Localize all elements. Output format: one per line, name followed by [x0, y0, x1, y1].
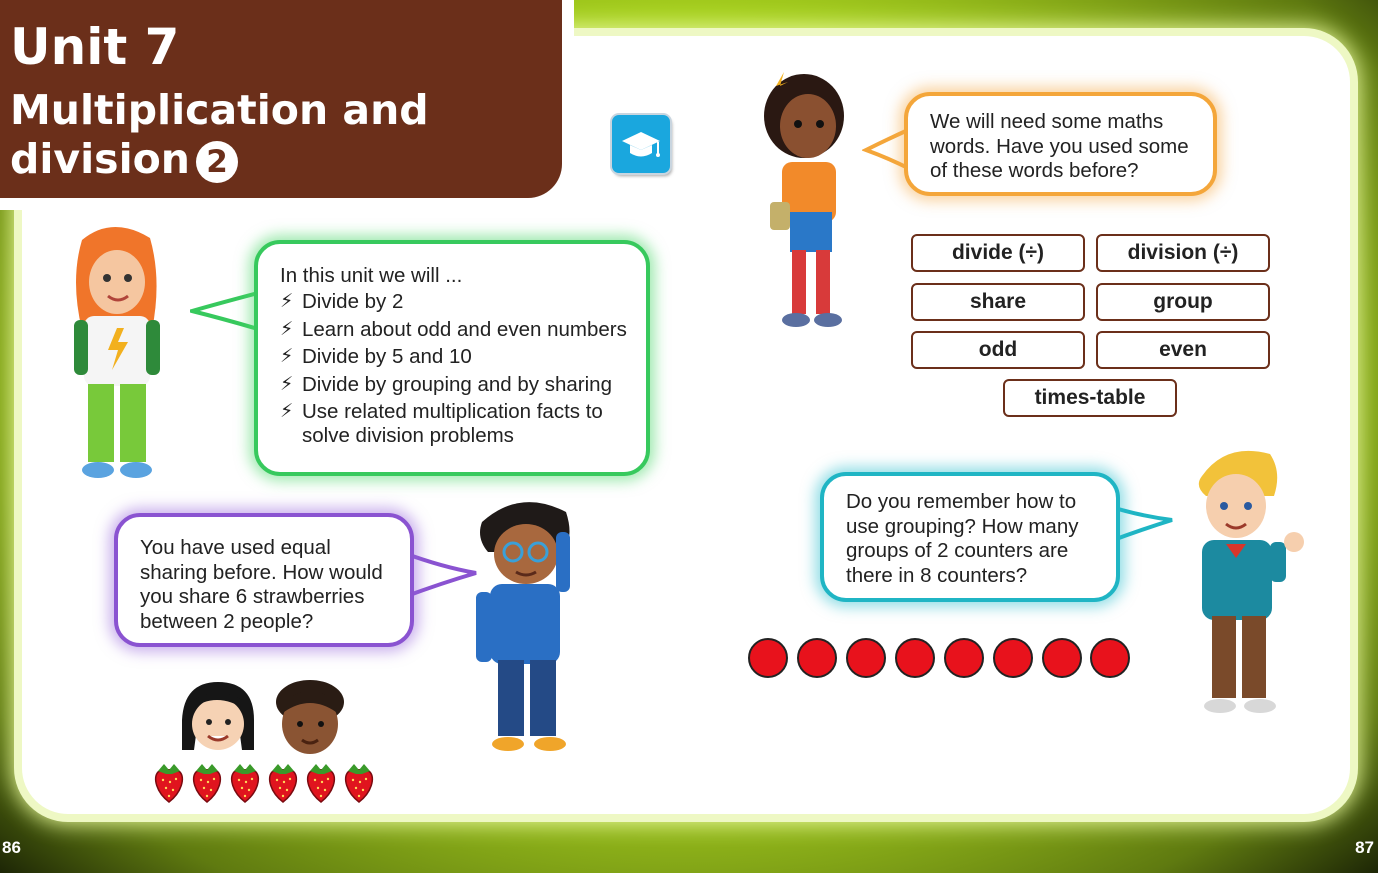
girl-character-braids	[760, 62, 856, 334]
vocab-word-box: group	[1096, 283, 1270, 321]
red-counter	[1090, 638, 1130, 678]
aims-bubble-tail	[190, 285, 262, 345]
strawberry-icon	[342, 762, 376, 804]
aim-text: Divide by grouping and by sharing	[302, 372, 612, 396]
sharing-question-bubble	[114, 513, 414, 647]
strawberry-icon	[152, 762, 186, 804]
graduation-cap-icon	[612, 115, 670, 173]
learn-button[interactable]	[612, 115, 670, 173]
aim-item	[280, 318, 646, 342]
unit-subtitle-line2: division	[10, 135, 190, 183]
aim-text: Divide by 5 and 10	[302, 345, 472, 368]
strawberry-icon	[228, 762, 262, 804]
vocab-word-box: division (÷)	[1096, 234, 1270, 272]
aim-text: Use related multiplication facts to solve division problems	[302, 400, 603, 447]
red-counter	[993, 638, 1033, 678]
lightning-bolt-icon: ⚡︎	[280, 373, 294, 395]
girl-character-red-hair	[62, 220, 172, 490]
aims-intro: In this unit we will ...	[280, 264, 463, 287]
boy-character-blond	[1186, 446, 1314, 720]
aim-item	[280, 345, 646, 369]
unit-subtitle	[10, 86, 429, 184]
red-counter	[846, 638, 886, 678]
lightning-bolt-icon: ⚡︎	[280, 318, 294, 340]
red-counter	[944, 638, 984, 678]
aim-item	[280, 290, 646, 314]
lightning-bolt-icon: ⚡︎	[280, 346, 294, 367]
vocab-word-box: share	[911, 283, 1085, 321]
part-number-badge: 2	[196, 141, 238, 183]
strawberry-icon	[304, 762, 338, 804]
girl-face-black-hair	[176, 680, 260, 756]
strawberry-icon	[266, 762, 300, 804]
grouping-question-text: Do you remember how to use grouping? How many groups of 2 counters are there in 8 counters?	[846, 490, 1079, 587]
unit-title: Unit 7	[10, 18, 180, 76]
aims-list	[280, 290, 646, 452]
aim-item	[280, 400, 646, 448]
boy-character-glasses	[470, 492, 588, 754]
boy-face-dark-hair	[268, 676, 352, 758]
strawberry-icon	[190, 762, 224, 804]
red-counter	[748, 638, 788, 678]
maths-words-bubble	[904, 92, 1217, 196]
unit-subtitle-line1: Multiplication and	[10, 86, 429, 134]
aim-item	[280, 373, 646, 397]
maths-words-text: We will need some maths words. Have you used some of these words before?	[930, 110, 1189, 182]
vocab-word-box: even	[1096, 331, 1270, 369]
page-number-left: 86	[2, 838, 21, 857]
red-counter	[797, 638, 837, 678]
aim-text: Learn about odd and even numbers	[302, 317, 627, 341]
vocab-word-box: divide (÷)	[911, 234, 1085, 272]
unit-aims-bubble	[254, 240, 650, 476]
unit-header	[0, 0, 562, 198]
vocab-word-box: odd	[911, 331, 1085, 369]
lightning-bolt-icon: ⚡︎	[280, 291, 294, 312]
lightning-bolt-icon: ⚡︎	[280, 401, 294, 422]
red-counter	[1042, 638, 1082, 678]
grouping-question-bubble	[820, 472, 1120, 602]
vocab-word-box: times-table	[1003, 379, 1177, 417]
page-number-right: 87	[1355, 838, 1374, 857]
red-counter	[895, 638, 935, 678]
sharing-question-text: You have used equal sharing before. How would you share 6 strawberries between 2 people?	[140, 536, 383, 633]
aim-text: Divide by 2	[302, 290, 404, 313]
